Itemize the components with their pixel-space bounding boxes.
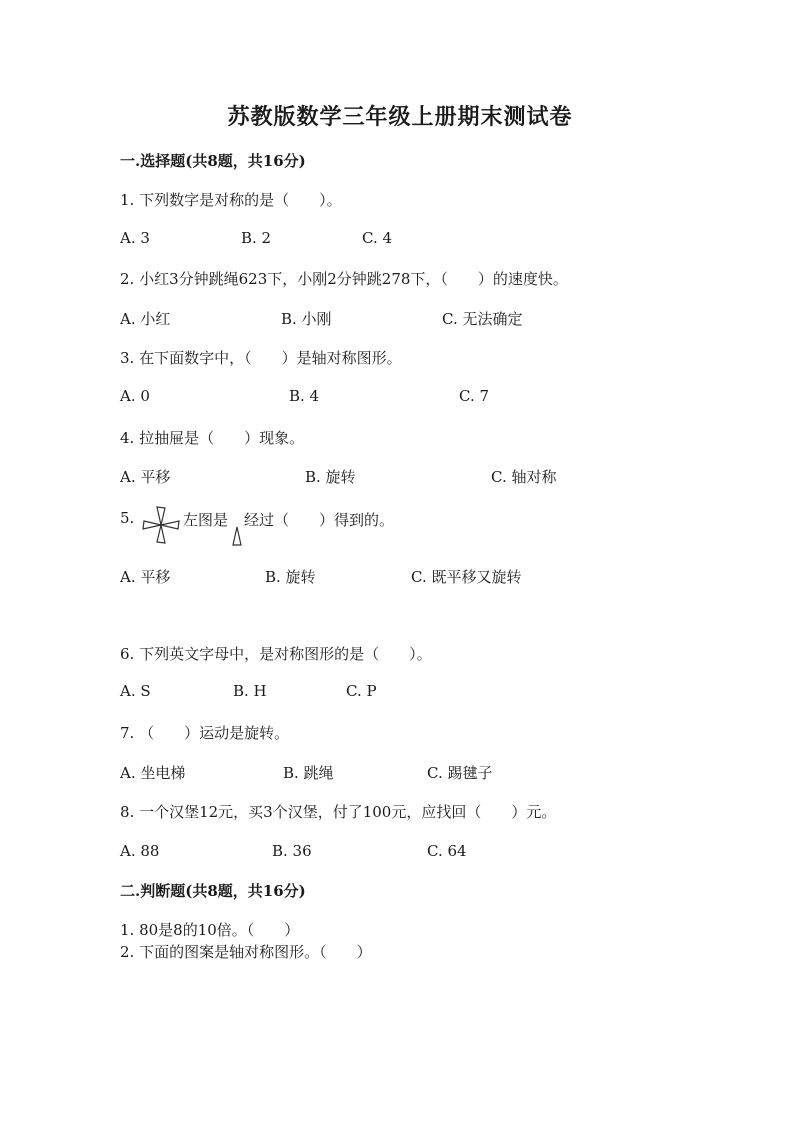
q4-option-c[interactable]: C. 轴对称 xyxy=(491,468,557,486)
question-3: 3. 在下面数字中，（ ）是轴对称图形。 xyxy=(120,349,402,367)
q3-option-b[interactable]: B. 4 xyxy=(289,387,320,405)
q7-option-a[interactable]: A. 坐电梯 xyxy=(120,764,186,782)
question-5-number: 5. xyxy=(120,509,135,527)
q2-option-b[interactable]: B. 小刚 xyxy=(281,310,332,328)
q4-option-b[interactable]: B. 旋转 xyxy=(305,468,356,486)
q6-option-b[interactable]: B. H xyxy=(233,682,267,700)
section-heading-judgment: 二.判断题(共8题，共16分) xyxy=(120,882,306,900)
q6-option-c[interactable]: C. P xyxy=(346,682,377,700)
judgment-question-2: 2. 下面的图案是轴对称图形。（ ） xyxy=(120,943,372,961)
question-5 xyxy=(120,504,680,550)
question-5-text-part1: 左图是 xyxy=(183,511,229,529)
q7-option-c[interactable]: C. 踢毽子 xyxy=(427,764,493,782)
question-1: 1. 下列数字是对称的是（ ）。 xyxy=(120,191,342,209)
q3-option-c[interactable]: C. 7 xyxy=(459,387,490,405)
question-2: 2. 小红3分钟跳绳623下，小刚2分钟跳278下，（ ）的速度快。 xyxy=(120,270,568,288)
judgment-question-1: 1. 80是8的10倍。（ ） xyxy=(120,921,300,939)
q5-option-c[interactable]: C. 既平移又旋转 xyxy=(411,568,522,586)
q6-option-a[interactable]: A. S xyxy=(120,682,151,700)
section-heading-choice: 一.选择题(共8题，共16分) xyxy=(120,152,306,170)
q1-option-a[interactable]: A. 3 xyxy=(120,229,150,247)
pinwheel-figure xyxy=(138,504,184,550)
question-7: 7. （ ）运动是旋转。 xyxy=(120,724,290,742)
q3-option-a[interactable]: A. 0 xyxy=(120,387,150,405)
q8-option-b[interactable]: B. 36 xyxy=(272,842,312,860)
q8-option-c[interactable]: C. 64 xyxy=(427,842,467,860)
q2-option-c[interactable]: C. 无法确定 xyxy=(442,310,523,328)
q8-option-a[interactable]: A. 88 xyxy=(120,842,160,860)
question-6: 6. 下列英文字母中，是对称图形的是（ ）。 xyxy=(120,645,432,663)
q2-option-a[interactable]: A. 小红 xyxy=(120,310,171,328)
q1-option-c[interactable]: C. 4 xyxy=(362,229,393,247)
q4-option-a[interactable]: A. 平移 xyxy=(120,468,171,486)
q1-option-b[interactable]: B. 2 xyxy=(241,229,272,247)
question-4: 4. 拉抽屉是（ ）现象。 xyxy=(120,429,305,447)
q5-option-b[interactable]: B. 旋转 xyxy=(265,568,316,586)
question-5-text-part2: 经过（ ）得到的。 xyxy=(244,511,395,529)
question-8: 8. 一个汉堡12元，买3个汉堡，付了100元，应找回（ ）元。 xyxy=(120,803,557,821)
q7-option-b[interactable]: B. 跳绳 xyxy=(283,764,334,782)
q5-option-a[interactable]: A. 平移 xyxy=(120,568,171,586)
triangle-figure xyxy=(231,526,243,550)
page-title: 苏教版数学三年级上册期末测试卷 xyxy=(227,104,573,130)
